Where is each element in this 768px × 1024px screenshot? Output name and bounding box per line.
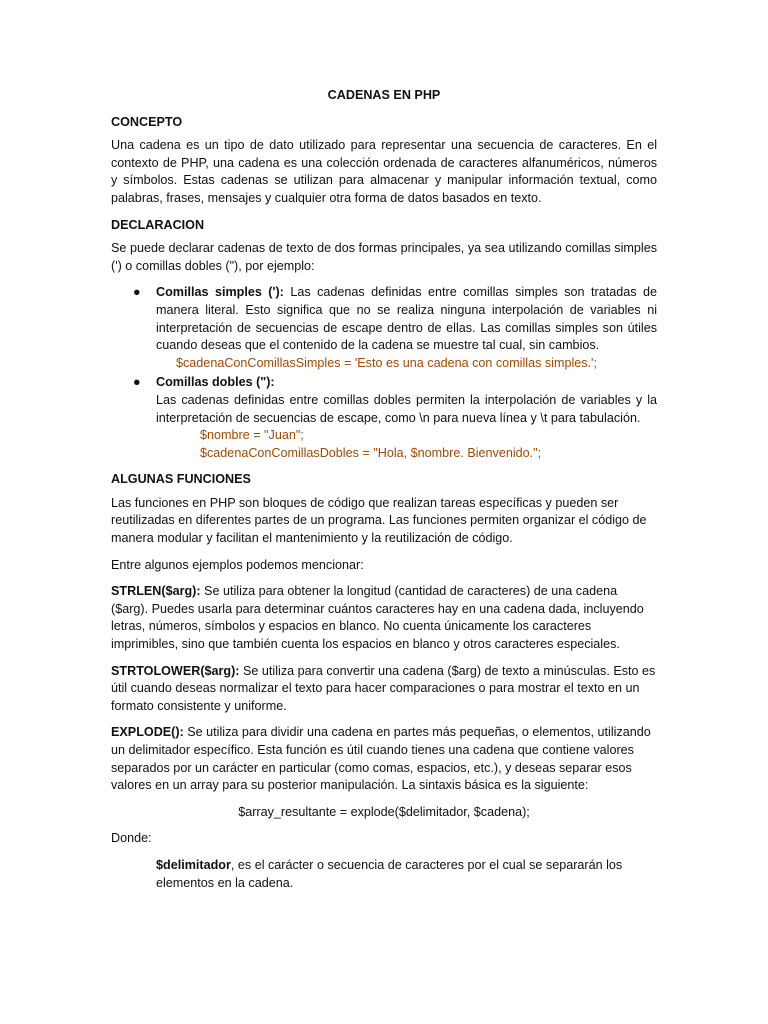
label-strtolower: STRTOLOWER($arg): (111, 663, 240, 678)
text-strlen: Se utiliza para obtener la longitud (cantidad de caracteres) de una cadena ($arg). Puedes usarla para determinar cuántos caracteres hay en una cadena dada, incluyendo letras, números, símbolos y espacios en blanco. No cuenta únicamente los caracteres imprimibles, sino que también cuenta los espacios en blanco y otros caracteres especiales. (111, 584, 644, 652)
label-strlen: STRLEN($arg): (111, 584, 201, 599)
label-delimitador: $delimitador (156, 857, 231, 872)
paragraph-strtolower (111, 663, 657, 716)
text-comillas-dobles: Las cadenas definidas entre comillas dobles permiten la interpolación de variables y la interpretación de secuencias de escape, como \n para nueva línea y \t para tabulación. (156, 392, 657, 425)
code-explode: $array_resultante = explode($delimitador, $cadena); (238, 804, 530, 819)
list-item-comillas-simples (111, 284, 657, 372)
bullet-icon: ● (133, 375, 141, 390)
text-explode: Se utiliza para dividir una cadena en partes más pequeñas, o elementos, utilizando un delimitador específico. Esta función es útil cuando tienes una cadena que contiene valores separados por un carácter en particular (como comas, espacios, etc.), y deseas separar esos valores en un array para su posterior manipulación. La sintaxis básica es la siguiente: (111, 725, 651, 793)
text-delimitador: , es el carácter o secuencia de caracteres por el cual se separarán los elementos en la cadena. (156, 857, 623, 890)
paragraph-funciones-intro: Las funciones en PHP son bloques de código que realizan tareas específicas y pueden ser reutilizadas en diferentes partes de un programa. Las funciones permiten organizar el código de manera modular y facilitan el mantenimiento y la reutilización de código. (111, 495, 647, 546)
list-item-comillas-dobles (111, 374, 657, 462)
paragraph-strlen (111, 583, 657, 653)
text-comillas-simples: Las cadenas definidas entre comillas simples son tratadas de manera literal. Esto significa que no se realiza ninguna interpolación de variables ni interpretación de secuencias de escape dentro de ellas. Las comillas simples son útiles cuando deseas que el contenido de la cadena se muestre tal cual, sin cambios. (156, 285, 657, 353)
paragraph-concepto: Una cadena es un tipo de dato utilizado para representar una secuencia de caracteres. En el contexto de PHP, una cadena es una colección ordenada de caracteres alfanuméricos, números y símbolos. Estas cadenas se utilizan para almacenar y manipular información textual, como palabras, frases, mensajes y cualquier otra forma de datos basados en texto. (111, 138, 657, 205)
bullet-icon: ● (133, 285, 141, 300)
paragraph-declaracion-intro: Se puede declarar cadenas de texto de dos formas principales, ya sea utilizando comillas simples (') o comillas dobles ("), por ejemplo: (111, 241, 657, 273)
code-nombre: $nombre = "Juan"; (200, 428, 304, 443)
label-comillas-dobles: Comillas dobles ("): (156, 375, 275, 390)
heading-funciones: ALGUNAS FUNCIONES (111, 472, 251, 487)
paragraph-ejemplos: Entre algunos ejemplos podemos mencionar: (111, 557, 364, 572)
code-comillas-simples: $cadenaConComillasSimples = 'Esto es una cadena con comillas simples.'; (176, 355, 597, 370)
paragraph-donde: Donde: (111, 831, 152, 846)
paragraph-delimitador (111, 857, 657, 892)
document-title: CADENAS EN PHP (327, 88, 441, 102)
paragraph-explode (111, 724, 657, 794)
text-strtolower: Se utiliza para convertir una cadena ($arg) de texto a minúsculas. Esto es útil cuando deseas normalizar el texto para hacer comparaciones o para mostrar el texto en un formato consistente y uniforme. (111, 663, 656, 713)
heading-concepto: CONCEPTO (111, 114, 183, 129)
label-explode: EXPLODE(): (111, 725, 184, 740)
heading-declaracion: DECLARACION (111, 217, 205, 232)
bullet-list (111, 284, 657, 462)
code-comillas-dobles: $cadenaConComillasDobles = "Hola, $nombre. Bienvenido."; (200, 445, 542, 460)
label-comillas-simples: Comillas simples ('): (156, 285, 284, 300)
